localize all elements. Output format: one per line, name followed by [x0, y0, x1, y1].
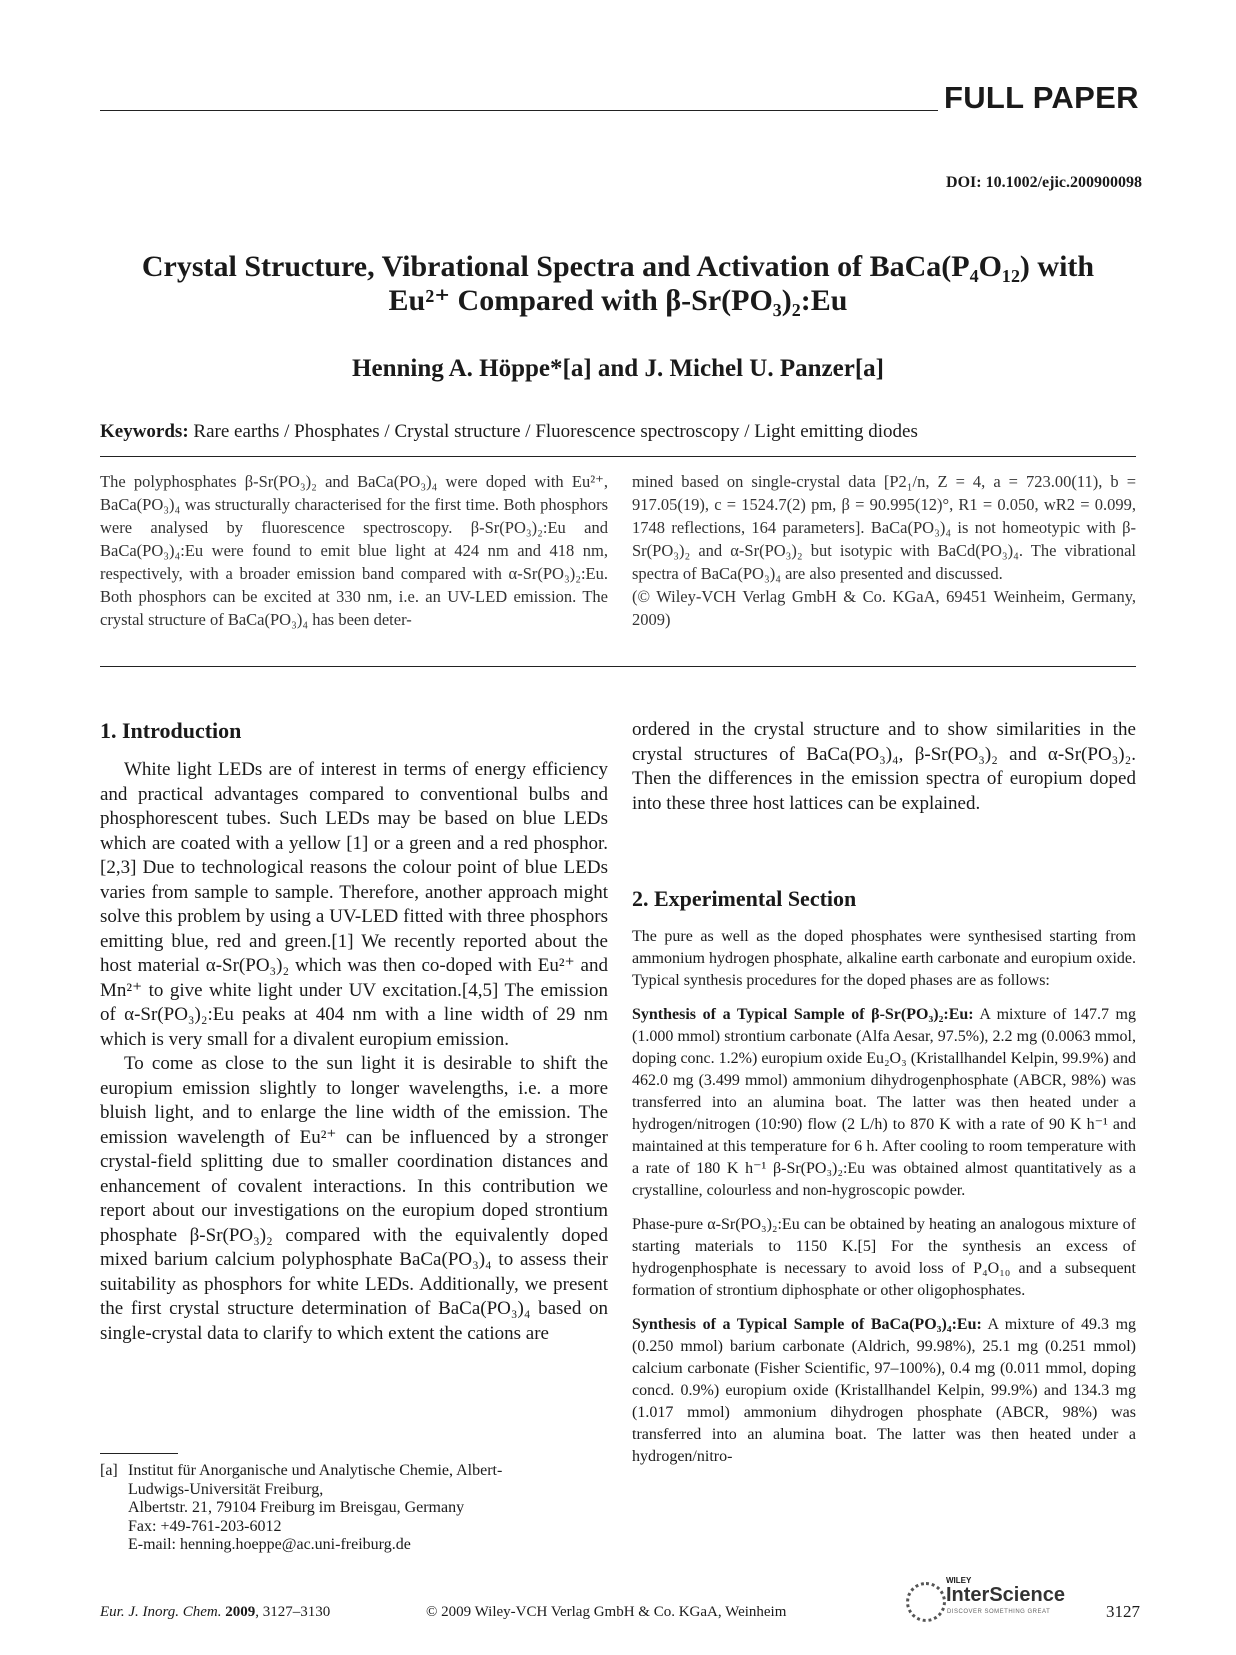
journal-name: Eur. J. Inorg. Chem.: [100, 1604, 222, 1620]
intro-section: [100, 718, 608, 1346]
intro-continued: ordered in the crystal structure and to show similarities in the crystal structures of BaCa(PO₃)₄, β-Sr(PO₃)₂ and α-Sr(PO₃)₂. Then the differences in the emission spectra of europium doped into these three host lattices can be explained.: [632, 719, 1136, 814]
logo-tagline: DISCOVER SOMETHING GREAT: [947, 1609, 1051, 1615]
synthesis-heading-1: Synthesis of a Typical Sample of β-Sr(PO₃)₂:Eu:: [632, 1006, 974, 1023]
title-line-1: Crystal Structure, Vibrational Spectra and Activation of BaCa(P₄O₁₂) with: [141, 250, 1095, 283]
affiliation-email[interactable]: E-mail: henning.hoeppe@ac.uni-freiburg.de: [128, 1536, 411, 1553]
doi[interactable]: DOI: 10.1002/ejic.200900098: [946, 174, 1142, 191]
affiliation-line-2: Ludwigs-Universität Freiburg,: [128, 1480, 324, 1498]
abstract-copyright: (© Wiley-VCH Verlag GmbH & Co. KGaA, 69451 Weinheim, Germany, 2009): [632, 587, 1136, 629]
keywords-label: Keywords:: [100, 421, 189, 442]
experimental-heading: 2. Experimental Section: [632, 886, 857, 911]
interscience-logo-icon: [906, 1582, 946, 1622]
interscience-logo[interactable]: [906, 1576, 1106, 1626]
affiliation-footnote: [100, 1462, 608, 1555]
abstract-top-rule: [100, 456, 1136, 457]
affiliation-line-3: Albertstr. 21, 79104 Freiburg im Breisgau, Germany: [128, 1499, 465, 1516]
experimental-paragraph-1: The pure as well as the doped phosphates were synthesised starting from ammonium hydrogen phosphate, alkaline earth carbonate and europium oxide. Typical synthesis procedures for the doped phases are as follows:: [632, 928, 1136, 989]
authors: Henning A. Höppe*[a] and J. Michel U. Panzer[a]: [352, 355, 884, 382]
logo-wiley: WILEY: [946, 1576, 972, 1585]
keywords-text: Rare earths / Phosphates / Crystal structure / Fluorescence spectroscopy / Light emitting diodes: [188, 421, 918, 442]
intro-paragraph-1: White light LEDs are of interest in terms of energy efficiency and practical advantages compared to conventional bulbs and phosphorescent tubes. Such LEDs may be based on blue LEDs which are coated with a yellow [1] or a green and a red phosphor.[2,3] Due to technological reasons the colour point of blue LEDs varies from sample to sample. Therefore, another approach might solve this problem by using a UV-LED fitted with three phosphors emitting blue, red and green.[1] We recently reported about the host material α-Sr(PO₃)₂ which was then co-doped with Eu²⁺ and Mn²⁺ to give white light under UV excitation.[4,5] The emission of α-Sr(PO₃)₂:Eu peaks at 404 nm with a line width of 29 nm which is very small for a divalent europium emission.: [100, 759, 608, 1050]
affiliation-line-1: Institut für Anorganische und Analytische Chemie, Albert-: [128, 1462, 503, 1479]
experimental-body: [632, 926, 1136, 1468]
journal-citation: [100, 1604, 330, 1621]
intro-body: [100, 758, 608, 1346]
abstract-right-text: mined based on single-crystal data [P2₁/n, Z = 4, a = 723.00(11), b = 917.05(19), c = 1524.7(2) pm, β = 90.995(12)°, R1 = 0.050, wR2 = 0.099, 1748 reflections, 164 parameters]. BaCa(PO₃)₄ is not homeotypic with β-Sr(PO₃)₂ and α-Sr(PO₃)₂ but isotypic with BaCd(PO₃)₄. The vibrational spectra of BaCa(PO₃)₄ are also presented and discussed.: [632, 472, 1136, 583]
footer-copyright: © 2009 Wiley-VCH Verlag GmbH & Co. KGaA, Weinheim: [426, 1604, 787, 1620]
journal-year: 2009: [225, 1604, 256, 1620]
paper-title: [100, 250, 1136, 318]
abstract-bottom-rule: [100, 666, 1136, 667]
intro-heading: 1. Introduction: [100, 718, 242, 743]
affiliation-tag: [a]: [100, 1462, 118, 1479]
logo-interscience: InterScience: [946, 1584, 1065, 1606]
experimental-paragraph-2: [632, 1004, 1136, 1202]
journal-pages: , 3127–3130: [255, 1604, 331, 1620]
abstract-right: [632, 470, 1136, 631]
synthesis-text-2: A mixture of 49.3 mg (0.250 mmol) barium carbonate (Aldrich, 99.98%), 25.1 mg (0.251 mmol) calcium carbonate (Fisher Scientific, 97–100%), 0.4 mg (0.011 mmol, doping concd. 0.9%) europium oxide (Kristallhandel Kelpin, 99.9%) and 134.3 mg (1.017 mmol) ammonium dihydrogen phosphate (ABCR, 98%) was transferred into an alumina boat. The latter was then heated under a hydrogen/nitro-: [632, 1316, 1137, 1465]
footnote-rule: [100, 1453, 178, 1454]
synthesis-text-1: A mixture of 147.7 mg (1.000 mmol) strontium carbonate (Alfa Aesar, 97.5%), 2.2 mg (0.0063 mmol, doping conc. 1.2%) europium oxide Eu₂O₃ (Kristallhandel Kelpin, 99.9%) and 462.0 mg (3.499 mmol) ammonium dihydrogenphosphate (ABCR, 98%) was transferred into an alumina boat. The latter was then heated under a hydrogen/nitrogen (10:90) flow (2 L/h) to 870 K with a rate of 90 K h⁻¹ and maintained at this temperature for 6 h. After cooling to room temperature with a rate of 180 K h⁻¹ β-Sr(PO₃)₂:Eu was obtained almost quantitatively as a crystalline, colourless and non-hygroscopic powder.: [632, 1006, 1137, 1199]
keywords: [100, 421, 918, 443]
experimental-paragraph-4: [632, 1314, 1136, 1468]
affiliation-line-4: Fax: +49-761-203-6012: [128, 1517, 282, 1535]
page-number: 3127: [1106, 1602, 1140, 1621]
abstract-left: The polyphosphates β-Sr(PO₃)₂ and BaCa(PO₃)₄ were doped with Eu²⁺, BaCa(PO₃)₄ was structurally characterised for the first time. Both phosphors were analysed by fluorescence spectroscopy. β-Sr(PO₃)₂:Eu and BaCa(PO₃)₄:Eu were found to emit blue light at 424 nm and 418 nm, respectively, with a broader emission band compared with α-Sr(PO₃)₂:Eu. Both phosphors can be excited at 330 nm, i.e. an UV-LED emission. The crystal structure of BaCa(PO₃)₄ has been deter-: [100, 472, 608, 629]
header-rule: [100, 110, 938, 111]
intro-paragraph-2: To come as close to the sun light it is desirable to shift the europium emission slightly to longer wavelengths, i.e. a more bluish light, and to enlarge the line width of the emission. The emission wavelength of Eu²⁺ can be influenced by a stronger crystal-field splitting due to smaller coordination distances and enhancement of covalent interactions. In this contribution we report about our investigations on the europium doped strontium phosphate β-Sr(PO₃)₂ compared with the equivalently doped mixed barium calcium polyphosphate BaCa(PO₃)₄ to assess their suitability as phosphors for white LEDs. Additionally, we present the first crystal structure determination of BaCa(PO₃)₄ based on single-crystal data to clarify to which extent the cations are: [100, 1053, 608, 1344]
synthesis-heading-2: Synthesis of a Typical Sample of BaCa(PO₃)₄:Eu:: [632, 1316, 982, 1333]
section-label: FULL PAPER: [944, 80, 1139, 115]
title-line-2: Eu²⁺ Compared with β-Sr(PO₃)₂:Eu: [388, 284, 848, 317]
experimental-section: [632, 886, 1136, 1480]
experimental-paragraph-3: Phase-pure α-Sr(PO₃)₂:Eu can be obtained by heating an analogous mixture of starting materials to 1150 K.[5] For the synthesis an excess of hydrogenphosphate is necessary to avoid loss of P₄O₁₀ and a subsequent formation of strontium diphosphate or other oligophosphates.: [632, 1216, 1136, 1299]
